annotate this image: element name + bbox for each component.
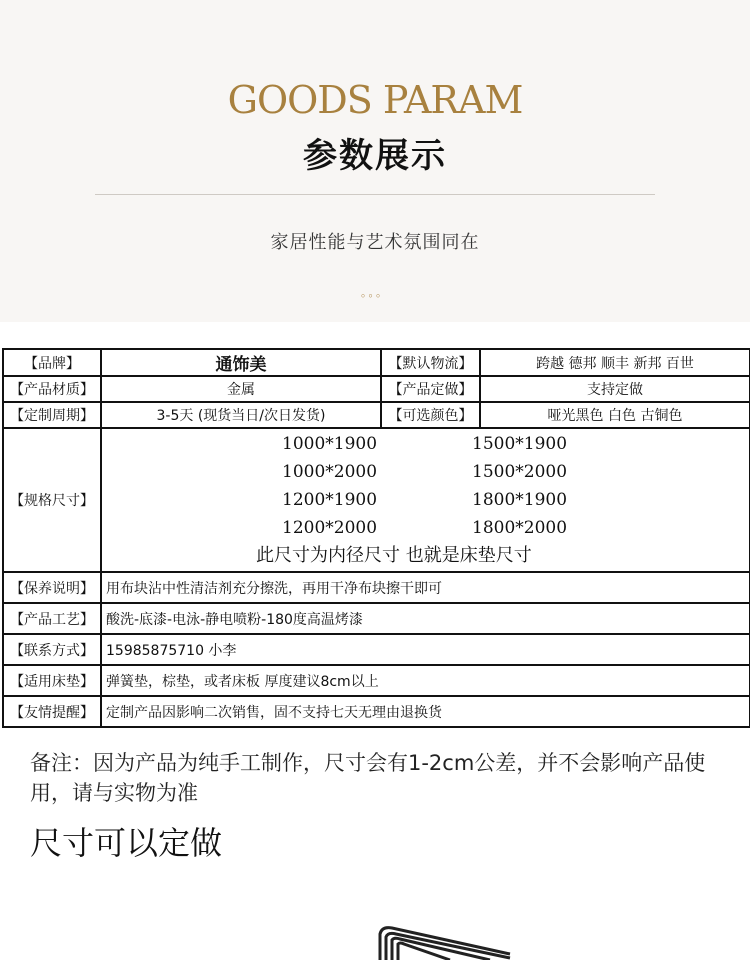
material-label: 【产品材质】 (3, 376, 101, 402)
size-note: 此尺寸为内径尺寸 也就是床垫尺寸 (256, 545, 532, 566)
tip-value: 定制产品因影响二次销售，固不支持七天无理由退换货 (101, 696, 750, 727)
table-row (3, 428, 750, 572)
mattress-value: 弹簧垫，棕垫，或者床板 厚度建议8cm以上 (101, 665, 750, 696)
customize-label: 【产品定做】 (381, 376, 480, 402)
tip-label: 【友情提醒】 (3, 696, 101, 727)
color-label: 【可选颜色】 (381, 402, 480, 428)
spec-table (2, 348, 750, 728)
size-item: 1200*1900 (282, 490, 378, 510)
craft-label: 【产品工艺】 (3, 603, 101, 634)
logistics-label: 【默认物流】 (381, 349, 480, 376)
size-item: 1000*1900 (282, 434, 378, 454)
period-value: 3-5天 (现货当日/次日发货) (101, 402, 381, 428)
size-item: 1500*2000 (472, 462, 568, 482)
size-list (282, 430, 745, 542)
size-item: 1500*1900 (472, 434, 568, 454)
contact-value: 15985875710 小李 (101, 634, 750, 665)
divider (95, 194, 655, 195)
customize-value: 支持定做 (480, 376, 750, 402)
banner-title: GOODS PARAM (227, 78, 523, 122)
size-item: 1200*2000 (282, 518, 378, 538)
care-label: 【保养说明】 (3, 572, 101, 603)
size-cell (101, 428, 750, 572)
table-row (3, 665, 750, 696)
custom-size-text: 尺寸可以定做 (30, 824, 223, 862)
table-row (3, 376, 750, 402)
table-row (3, 349, 750, 376)
brand-label: 【品牌】 (3, 349, 101, 376)
care-value: 用布块沾中性清洁剂充分擦洗，再用干净布块擦干即可 (101, 572, 750, 603)
period-label: 【定制周期】 (3, 402, 101, 428)
mattress-label: 【适用床垫】 (3, 665, 101, 696)
size-item: 1800*1900 (472, 490, 568, 510)
craft-value: 酸洗-底漆-电泳-静电喷粉-180度高温烤漆 (101, 603, 750, 634)
table-row (3, 572, 750, 603)
banner-tagline: 家居性能与艺术氛围同在 (270, 232, 480, 253)
brand-value: 通饰美 (101, 349, 381, 376)
table-row (3, 634, 750, 665)
table-row (3, 402, 750, 428)
table-row (3, 696, 750, 727)
remark-note: 备注：因为产品为纯手工制作，尺寸会有1-2cm公差，并不会影响产品使用，请与实物为准 (30, 751, 706, 805)
banner-subtitle: 参数展示 (303, 136, 447, 176)
material-value: 金属 (101, 376, 381, 402)
color-value: 哑光黑色 白色 古铜色 (480, 402, 750, 428)
size-label: 【规格尺寸】 (3, 428, 101, 572)
header-banner (0, 0, 750, 322)
logistics-value: 跨越 德邦 顺丰 新邦 百世 (480, 349, 750, 376)
contact-label: 【联系方式】 (3, 634, 101, 665)
bed-frame-image (370, 920, 520, 960)
banner-dots: 。。。 (361, 286, 389, 299)
size-item: 1000*2000 (282, 462, 378, 482)
table-row (3, 603, 750, 634)
size-item: 1800*2000 (472, 518, 568, 538)
